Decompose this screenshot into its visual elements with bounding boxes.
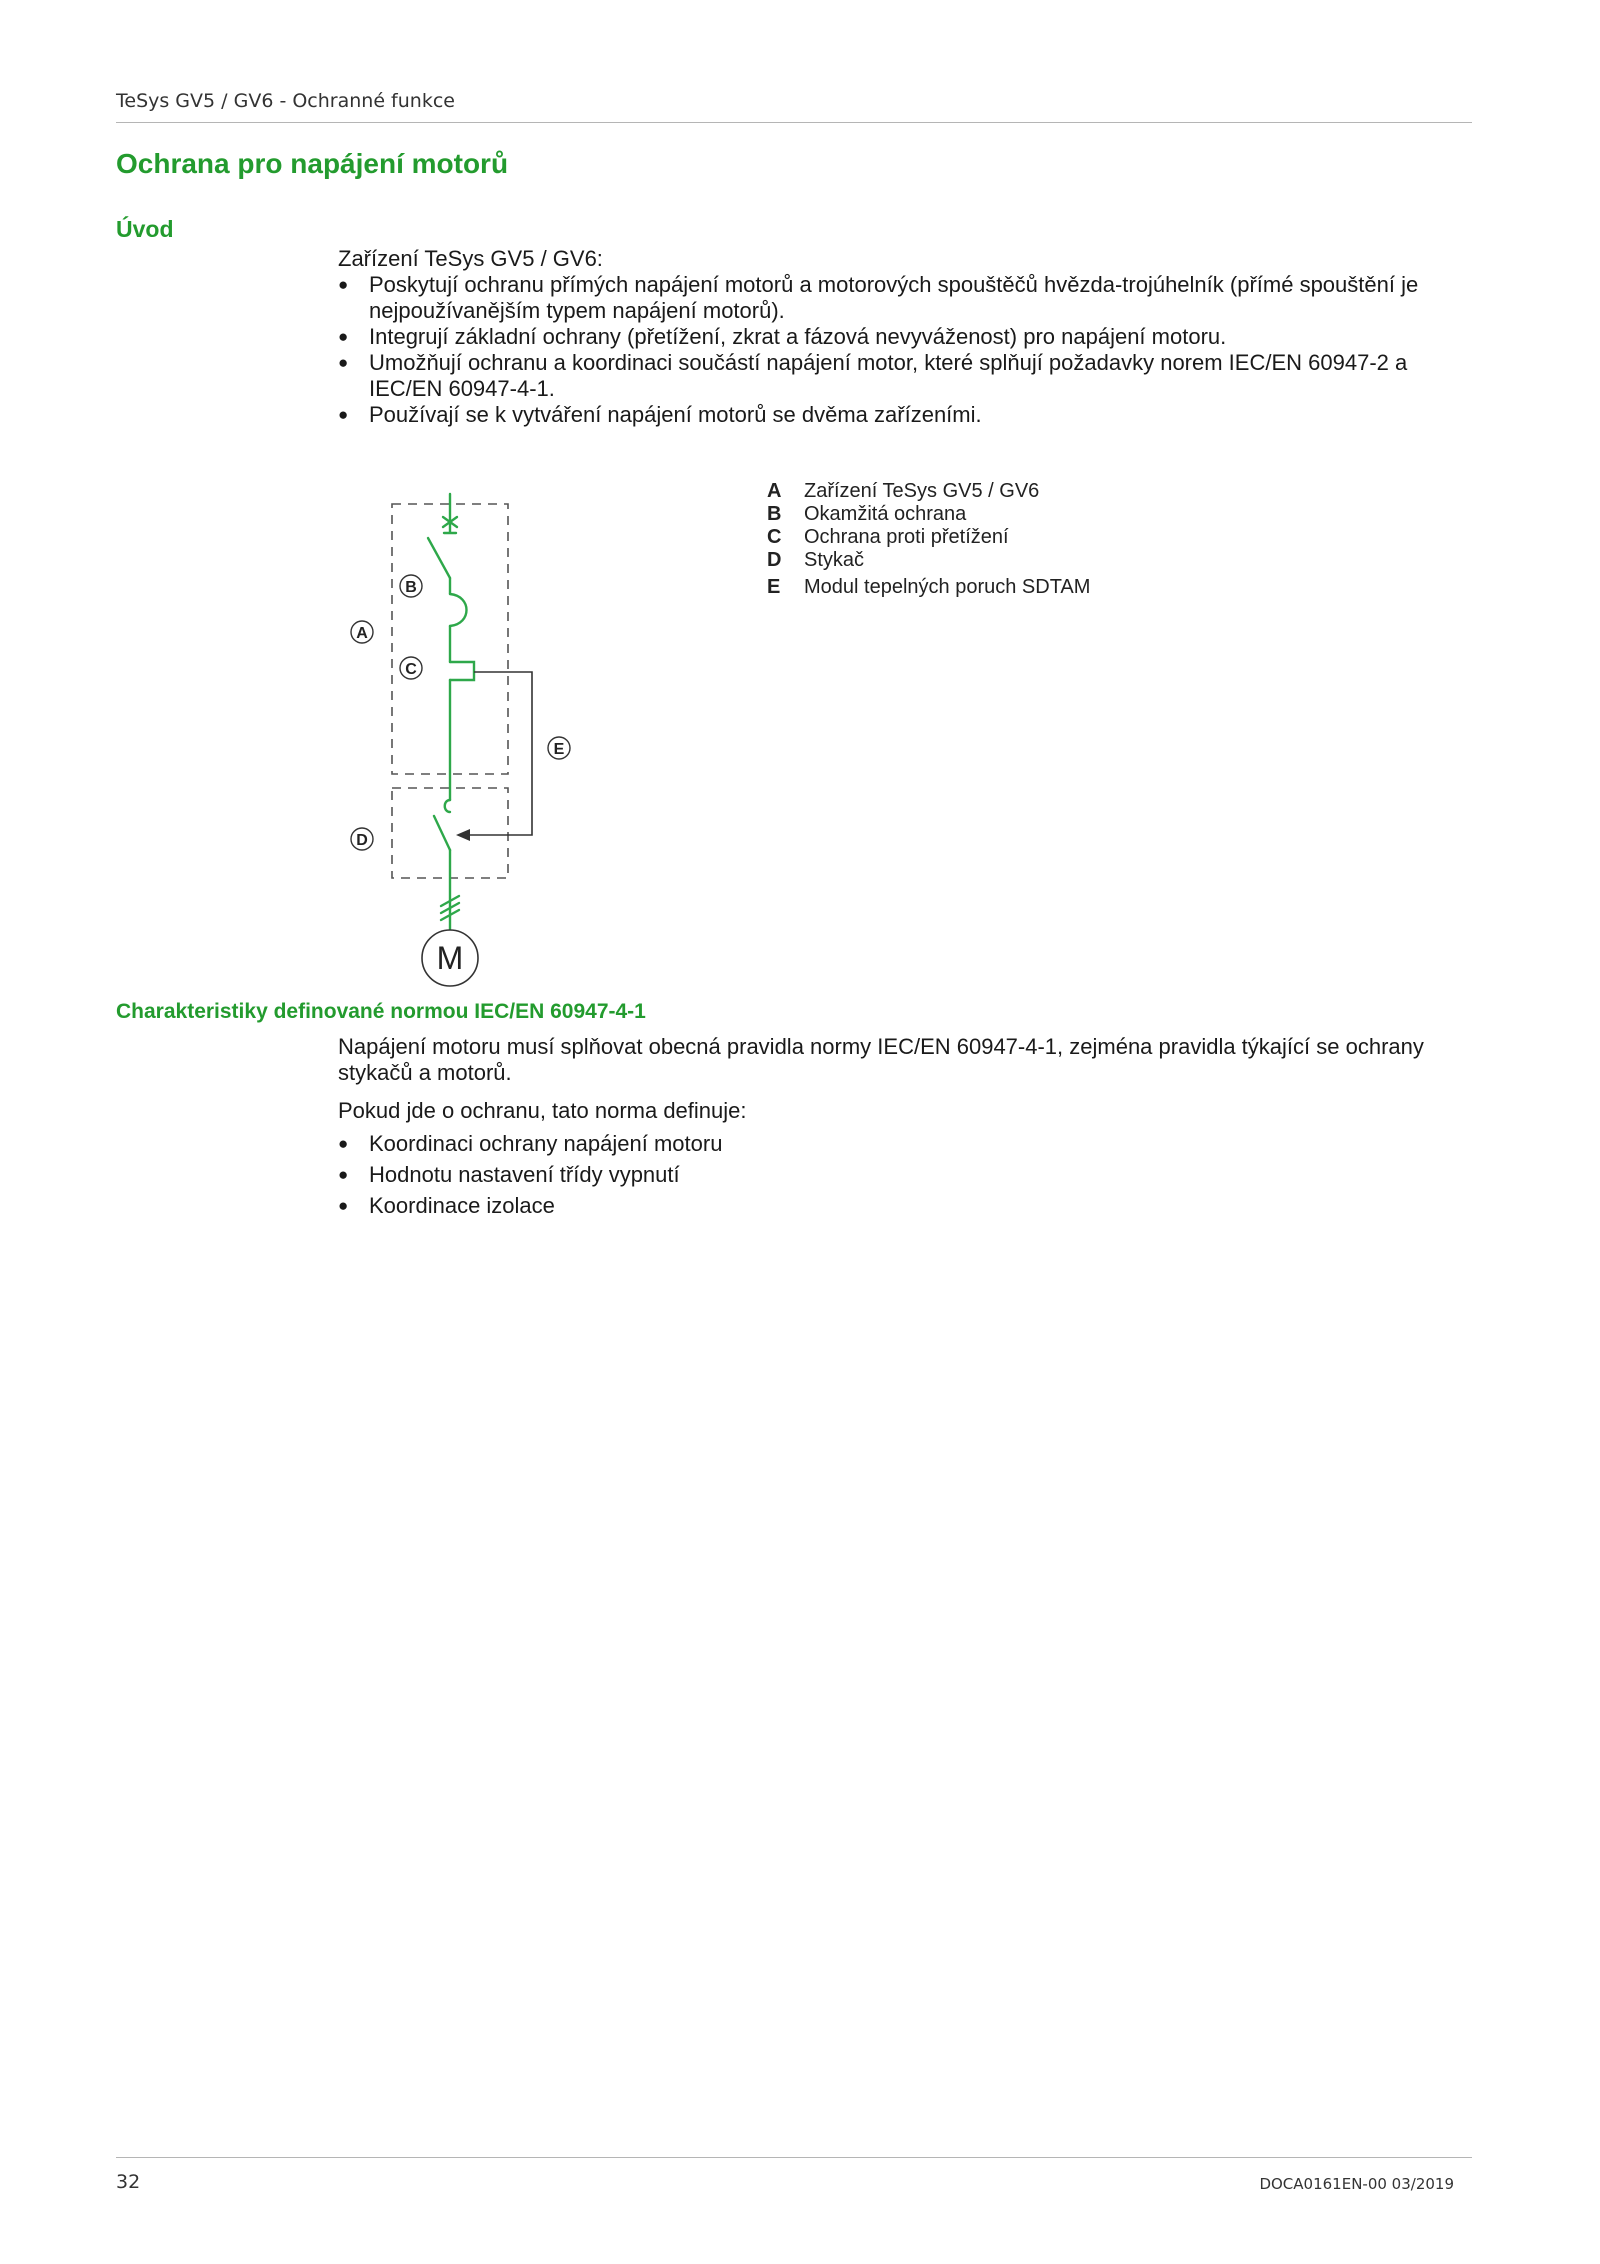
- list-item: ● Používají se k vytváření napájení motorů se dvěma zařízeními.: [338, 402, 1468, 428]
- callout-label-e: E: [553, 741, 565, 758]
- page-title: Ochrana pro napájení motorů: [116, 148, 509, 179]
- circuit-line: [428, 494, 474, 930]
- callout-label-b: B: [405, 579, 417, 596]
- diagram-legend: [767, 480, 1090, 599]
- list-item: ● Umožňují ochranu a koordinaci součástí napájení motor, které splňují požadavky norem IEC/EN 60947-2 a IEC/EN 60947-4-1.: [338, 350, 1468, 402]
- legend-row: [767, 576, 1090, 599]
- legend-key: C: [767, 526, 782, 548]
- legend-key: D: [767, 549, 782, 571]
- legend-row: [767, 480, 1090, 503]
- callout-label-d: D: [356, 832, 368, 849]
- running-header: TeSys GV5 / GV6 - Ochranné funkce: [116, 90, 455, 112]
- legend-text: Ochrana proti přetížení: [804, 526, 1009, 548]
- legend-text: Stykač: [804, 549, 865, 571]
- intro-list: [338, 272, 1468, 428]
- callout-label-c: C: [405, 661, 417, 678]
- legend-row: [767, 503, 1090, 526]
- arrow-head-icon: [456, 829, 470, 841]
- sdtam-link: [468, 672, 532, 835]
- legend-text: Okamžitá ochrana: [804, 503, 967, 525]
- legend-key: B: [767, 503, 782, 525]
- page-number: 32: [116, 2171, 141, 2193]
- section-heading-intro: Úvod: [116, 216, 174, 242]
- callout-label-a: A: [356, 625, 368, 642]
- characteristics-block: [338, 1034, 1468, 1221]
- list-item: ● Koordinaci ochrany napájení motoru: [338, 1128, 1468, 1159]
- list-item: ● Integrují základní ochrany (přetížení, zkrat a fázová nevyváženost) pro napájení motoru.: [338, 324, 1468, 350]
- legend-text: Zařízení TeSys GV5 / GV6: [804, 480, 1040, 502]
- characteristics-paragraph: Napájení motoru musí splňovat obecná pravidla normy IEC/EN 60947-4-1, zejména pravidla týkající se ochrany stykačů a motorů.: [338, 1034, 1424, 1085]
- intro-block: [338, 246, 1468, 428]
- list-item: ● Poskytují ochranu přímých napájení motorů a motorových spouštěčů hvězda-trojúhelník (přímé spouštění je nejpoužívanějším typem napájení motorů).: [338, 272, 1468, 324]
- motor-label: M: [436, 940, 464, 976]
- legend-text: Modul tepelných poruch SDTAM: [804, 576, 1091, 598]
- characteristics-list: [338, 1128, 1468, 1221]
- footer-divider: [116, 2157, 1472, 2158]
- intro-lead: Zařízení TeSys GV5 / GV6:: [338, 246, 603, 271]
- header-divider: [116, 122, 1472, 123]
- document-reference: DOCA0161EN-00 03/2019: [1259, 2175, 1454, 2193]
- list-item: ● Koordinace izolace: [338, 1190, 1468, 1221]
- section-heading-characteristics: Charakteristiky definované normou IEC/EN 60947-4-1: [116, 1000, 646, 1023]
- list-item: ● Hodnotu nastavení třídy vypnutí: [338, 1159, 1468, 1190]
- legend-row: [767, 526, 1090, 549]
- legend-row: [767, 549, 1090, 572]
- motor-feeder-diagram: [330, 480, 590, 1000]
- characteristics-paragraph: Pokud jde o ochranu, tato norma definuje:: [338, 1098, 747, 1123]
- legend-key: A: [767, 480, 782, 502]
- legend-key: E: [767, 576, 781, 598]
